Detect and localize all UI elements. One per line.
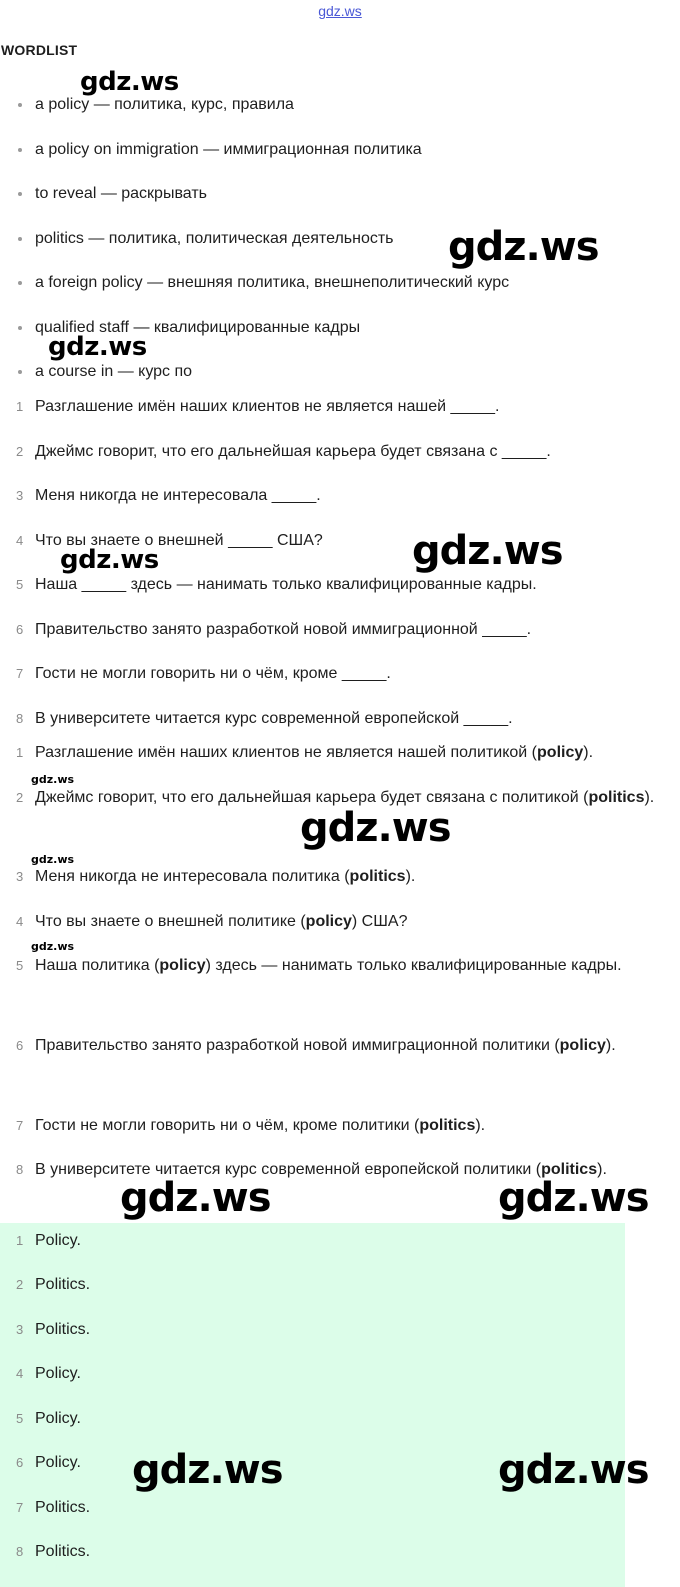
site-link[interactable]: gdz.ws bbox=[318, 3, 362, 19]
watermark: gdz.ws bbox=[80, 67, 179, 97]
bullet-icon bbox=[18, 148, 22, 152]
watermark: gdz.ws bbox=[48, 332, 147, 362]
watermark: gdz.ws bbox=[300, 805, 451, 851]
watermark: gdz.ws bbox=[412, 528, 563, 574]
watermark: gdz.ws bbox=[448, 224, 599, 270]
watermark: gdz.ws bbox=[31, 940, 75, 953]
bullet-icon bbox=[18, 370, 22, 374]
watermark: gdz.ws bbox=[60, 545, 159, 575]
watermark: gdz.ws bbox=[31, 773, 75, 786]
bullet-icon bbox=[18, 192, 22, 196]
wordlist-heading: WORDLIST bbox=[1, 42, 78, 58]
bullet-icon bbox=[18, 326, 22, 330]
bullet-icon bbox=[18, 237, 22, 241]
bullet-icon bbox=[18, 103, 22, 107]
watermark: gdz.ws bbox=[31, 853, 75, 866]
watermark: gdz.ws bbox=[120, 1175, 271, 1221]
watermark: gdz.ws bbox=[498, 1175, 649, 1221]
bullet-icon bbox=[18, 281, 22, 285]
watermark: gdz.ws bbox=[132, 1447, 283, 1493]
watermark: gdz.ws bbox=[498, 1447, 649, 1493]
